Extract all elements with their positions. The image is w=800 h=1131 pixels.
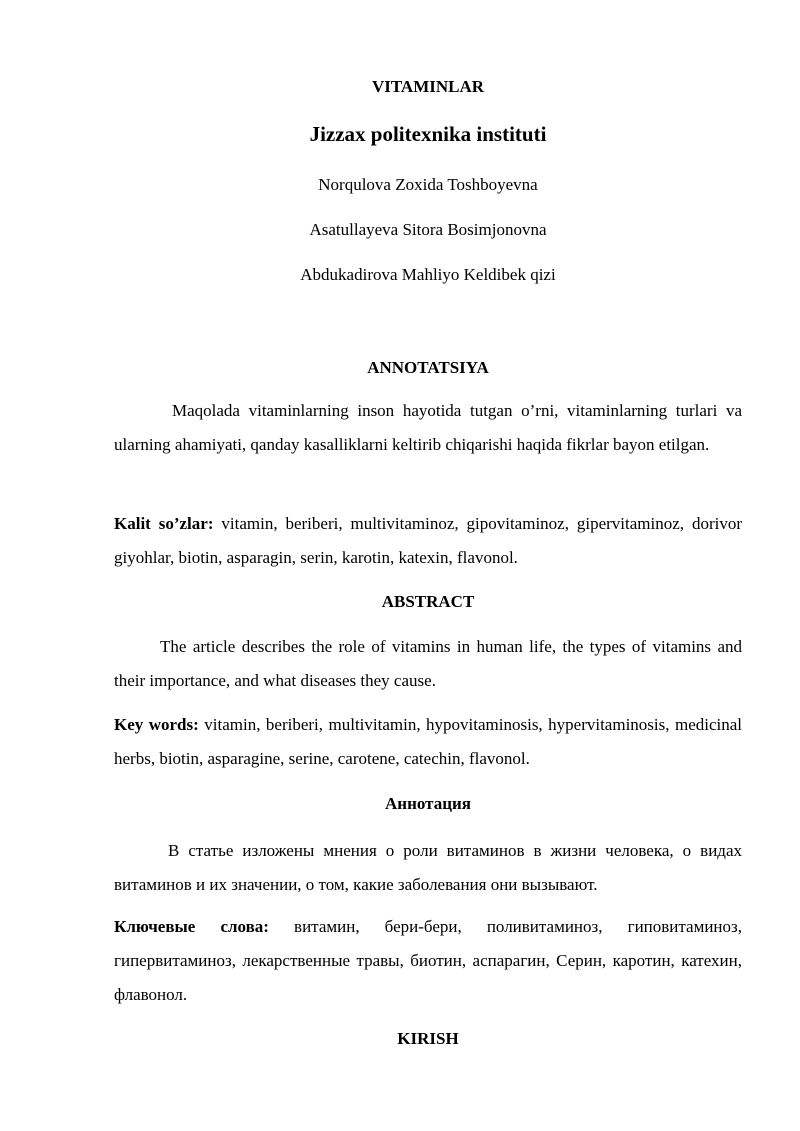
- ru-abstract-text: В статье изложены мнения о роли витаминов в жизни человека, о видах витаминов и их значении, о том, какие заболевания они вызывают.: [114, 841, 742, 894]
- ru-abstract-heading: Аннотация: [385, 794, 471, 813]
- author-3: Abdukadirova Mahliyo Keldibek qizi: [300, 265, 556, 284]
- uz-abstract-heading: ANNOTATSIYA: [367, 358, 489, 377]
- institute-name: Jizzax politexnika instituti: [309, 122, 547, 146]
- en-abstract-text: The article describes the role of vitamins in human life, the types of vitamins and their importance, and what diseases they cause.: [114, 637, 742, 690]
- uz-keywords: [114, 507, 742, 575]
- ru-keywords: [114, 910, 742, 1012]
- paper-title: VITAMINLAR: [371, 77, 485, 96]
- section-heading-kirish: KIRISH: [397, 1029, 459, 1048]
- en-keywords-list: vitamin, beriberi, multivitamin, hypovitaminosis, hypervitaminosis, medicinal herbs, biotin, asparagine, serine, carotene, catechin, flavonol.: [114, 715, 742, 768]
- author-2: Asatullayeva Sitora Bosimjonovna: [309, 220, 547, 239]
- en-abstract-heading: ABSTRACT: [381, 592, 475, 611]
- uz-keywords-list: vitamin, beriberi, multivitaminoz, gipovitaminoz, gipervitaminoz, dorivor giyohlar, biotin, asparagin, serin, karotin, katexin, flavonol.: [114, 514, 742, 567]
- en-keywords-label: Key words:: [114, 715, 199, 734]
- ru-keywords-list: витамин, бери-бери, поливитаминоз, гиповитаминоз, гипервитаминоз, лекарственные травы, биотин, аспарагин, Серин, каротин, катехин, флавонол.: [114, 917, 742, 1004]
- en-keywords: [114, 708, 742, 776]
- author-1: Norqulova Zoxida Toshboyevna: [318, 175, 538, 194]
- ru-keywords-label: Ключевые слова:: [114, 917, 269, 936]
- uz-keywords-label: Kalit so’zlar:: [114, 514, 214, 533]
- uz-abstract-text: Maqolada vitaminlarning inson hayotida tutgan o’rni, vitaminlarning turlari va ularning ahamiyati, qanday kasalliklarni keltirib chiqarishi haqida fikrlar bayon etilgan.: [114, 401, 742, 454]
